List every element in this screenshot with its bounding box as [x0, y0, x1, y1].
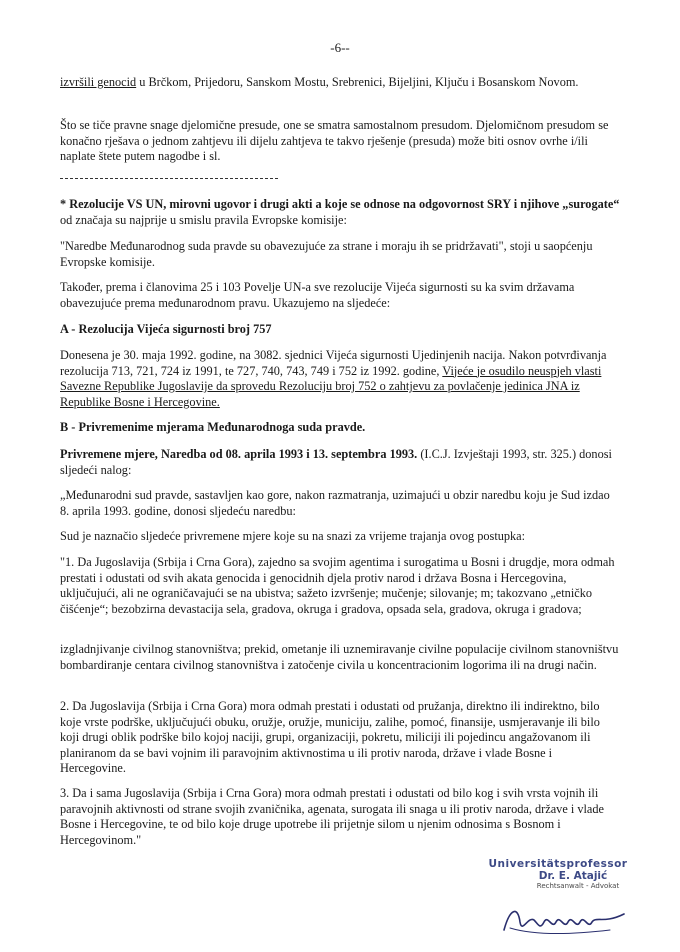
paragraph-un-charter: Također, prema i članovima 25 i 103 Povelje UN-a sve rezolucije Vijeća sigurnosti su ka svim državama obavezujuće prema međunarodnom pravu. Ukazujemo na sljedeće:: [60, 280, 575, 310]
paragraph-measures-intro: Sud je naznačio sljedeće privremene mjere koje su na snazi za vrijeme trajanja ovog postupka:: [60, 529, 526, 543]
heading-provisional-measures: B - Privremenime mjerama Međunarodnoga suda pravde.: [60, 420, 366, 434]
stamp-profession: Rechtsanwalt - Advokat: [536, 882, 620, 890]
handwritten-signature: [500, 900, 630, 940]
paragraph-icj-order: [60, 447, 620, 478]
heading-resolution-757: A - Rezolucija Vijeća sigurnosti broj 757: [60, 322, 272, 336]
paragraph-resolution-757: [60, 348, 620, 410]
stamp-title: Universitätsprofessor: [488, 858, 628, 870]
divider-line: [60, 178, 278, 179]
attorney-stamp: [478, 858, 638, 890]
page-number: -6--: [330, 40, 350, 55]
paragraph-un-resolutions-intro: [60, 197, 620, 228]
paragraph-text: od značaja su najprije u smislu pravila Evropske komisije:: [60, 212, 347, 227]
stamp-name: Dr. E. Atajić: [538, 870, 608, 882]
paragraph-text: (I.C.J. Izvještaji 1993, str. 325.) donosi sljedeći nalog:: [60, 447, 612, 477]
paragraph-court-statement: „Međunarodni sud pravde, sastavljen kao gore, nakon razmatranja, uzimajući u obzir naredbu koju je Sud izdao 8. aprila 1993. godine, donosi sljedeću naredbu:: [60, 488, 610, 518]
paragraph-measure-3: 3. Da i sama Jugoslavija (Srbija i Crna Gora) mora odmah prestati i odustati od bilo kog i svih vrsta vojnih ili paravojnih aktivnosti od strane svojih zvaničnika, agenata, surogata ili snaga u ili protiv naroda, države i vlade Bosne i Hercegovine, te od bilo koje druge upotrebe ili prijetnje silom u njenim odnosima s Bosnom i Hercegovinom.": [60, 786, 604, 847]
paragraph-measure-1-continued: izgladnjivanje civilnog stanovništva; prekid, ometanje ili uznemiravanje civilne populacije civilnom stanovništvu bombardiranje centara civilnog stanovništva i zatočenje civila u koncentracionim logorima ili na drugi način.: [60, 642, 619, 672]
bold-heading: * Rezolucije VS UN, mirovni ugovor i drugi akti a koje se odnose na odgovornost SRY i njihove „surogate“: [60, 197, 620, 211]
paragraph-genocide-locations: [60, 75, 620, 91]
underlined-phrase: Vijeće je osudilo neuspjeh vlasti Savezne Republike Jugoslavije da sprovedu Rezoluciju broj 752 o zahtjevu za povlačenje jedinica JNA iz Republike Bosne i Hercegovine.: [60, 363, 602, 409]
paragraph-text: Donesena je 30. maja 1992. godine, na 3082. sjednici Vijeća sigurnosti Ujedinjenih nacija. Nakon potvrđivanja rezolucija 713, 721, 724 iz 1991, te 727, 740, 743, 749 i 752 iz 1992. godine,: [60, 348, 607, 378]
bold-heading: Privremene mjere, Naredba od 08. aprila 1993 i 13. septembra 1993.: [60, 447, 418, 461]
paragraph-text: u Brčkom, Prijedoru, Sanskom Mostu, Srebrenici, Bijeljini, Ključu i Bosanskom Novom.: [136, 75, 579, 89]
paragraph-commission-quote: "Naredbe Međunarodnog suda pravde su obavezujuće za strane i moraju ih se pridržavati", stoji u saopćenju Evropske komisije.: [60, 239, 593, 269]
paragraph-measure-1: "1. Da Jugoslavija (Srbija i Crna Gora), zajedno sa svojim agentima i surogatima u Bosni i drugdje, mora odmah prestati i odustati od svih akata genocida i genocidnih djela protiv narod i država Bosna i Hercegovina, uključujući, ali ne ograničavajući se na ubistva; sažeto izvršenje; mučenje; silovanje; m; takozvano „etničko čišćenje“; bezobzirna devastacija sela, gradova, okruga i gradova, opsada sela, gradova, okruga i gradova;: [60, 555, 615, 616]
paragraph-measure-2: 2. Da Jugoslavija (Srbija i Crna Gora) mora odmah prestati i odustati od pružanja, direktno ili indirektno, bilo koje vrste podrške, uključujući obuku, oružje, oružje, municiju, zalihe, pomoć, finansije, usmjeravanje ili bilo koji drugi oblik podrške bilo kojoj naciji, grupi, organizaciji, pokretu, miliciji ili pojedincu angažovanom ili planiranom da se bavi vojnim ili paravojnim aktivnostima u ili protiv naroda, države i vlade Bosne i Hercegovine.: [60, 699, 600, 775]
underlined-phrase: izvršili genocid: [60, 75, 137, 89]
paragraph-partial-judgment: Što se tiče pravne snage djelomične presude, one se smatra samostalnom presudom. Djelomičnom presudom se konačno rješava o jednom zahtjevu ili dijelu zahtjeva te takvo rješenje (presuda) može biti osnov ovrhe i/ili naplate štete putem nagodbe i sl.: [60, 118, 609, 163]
